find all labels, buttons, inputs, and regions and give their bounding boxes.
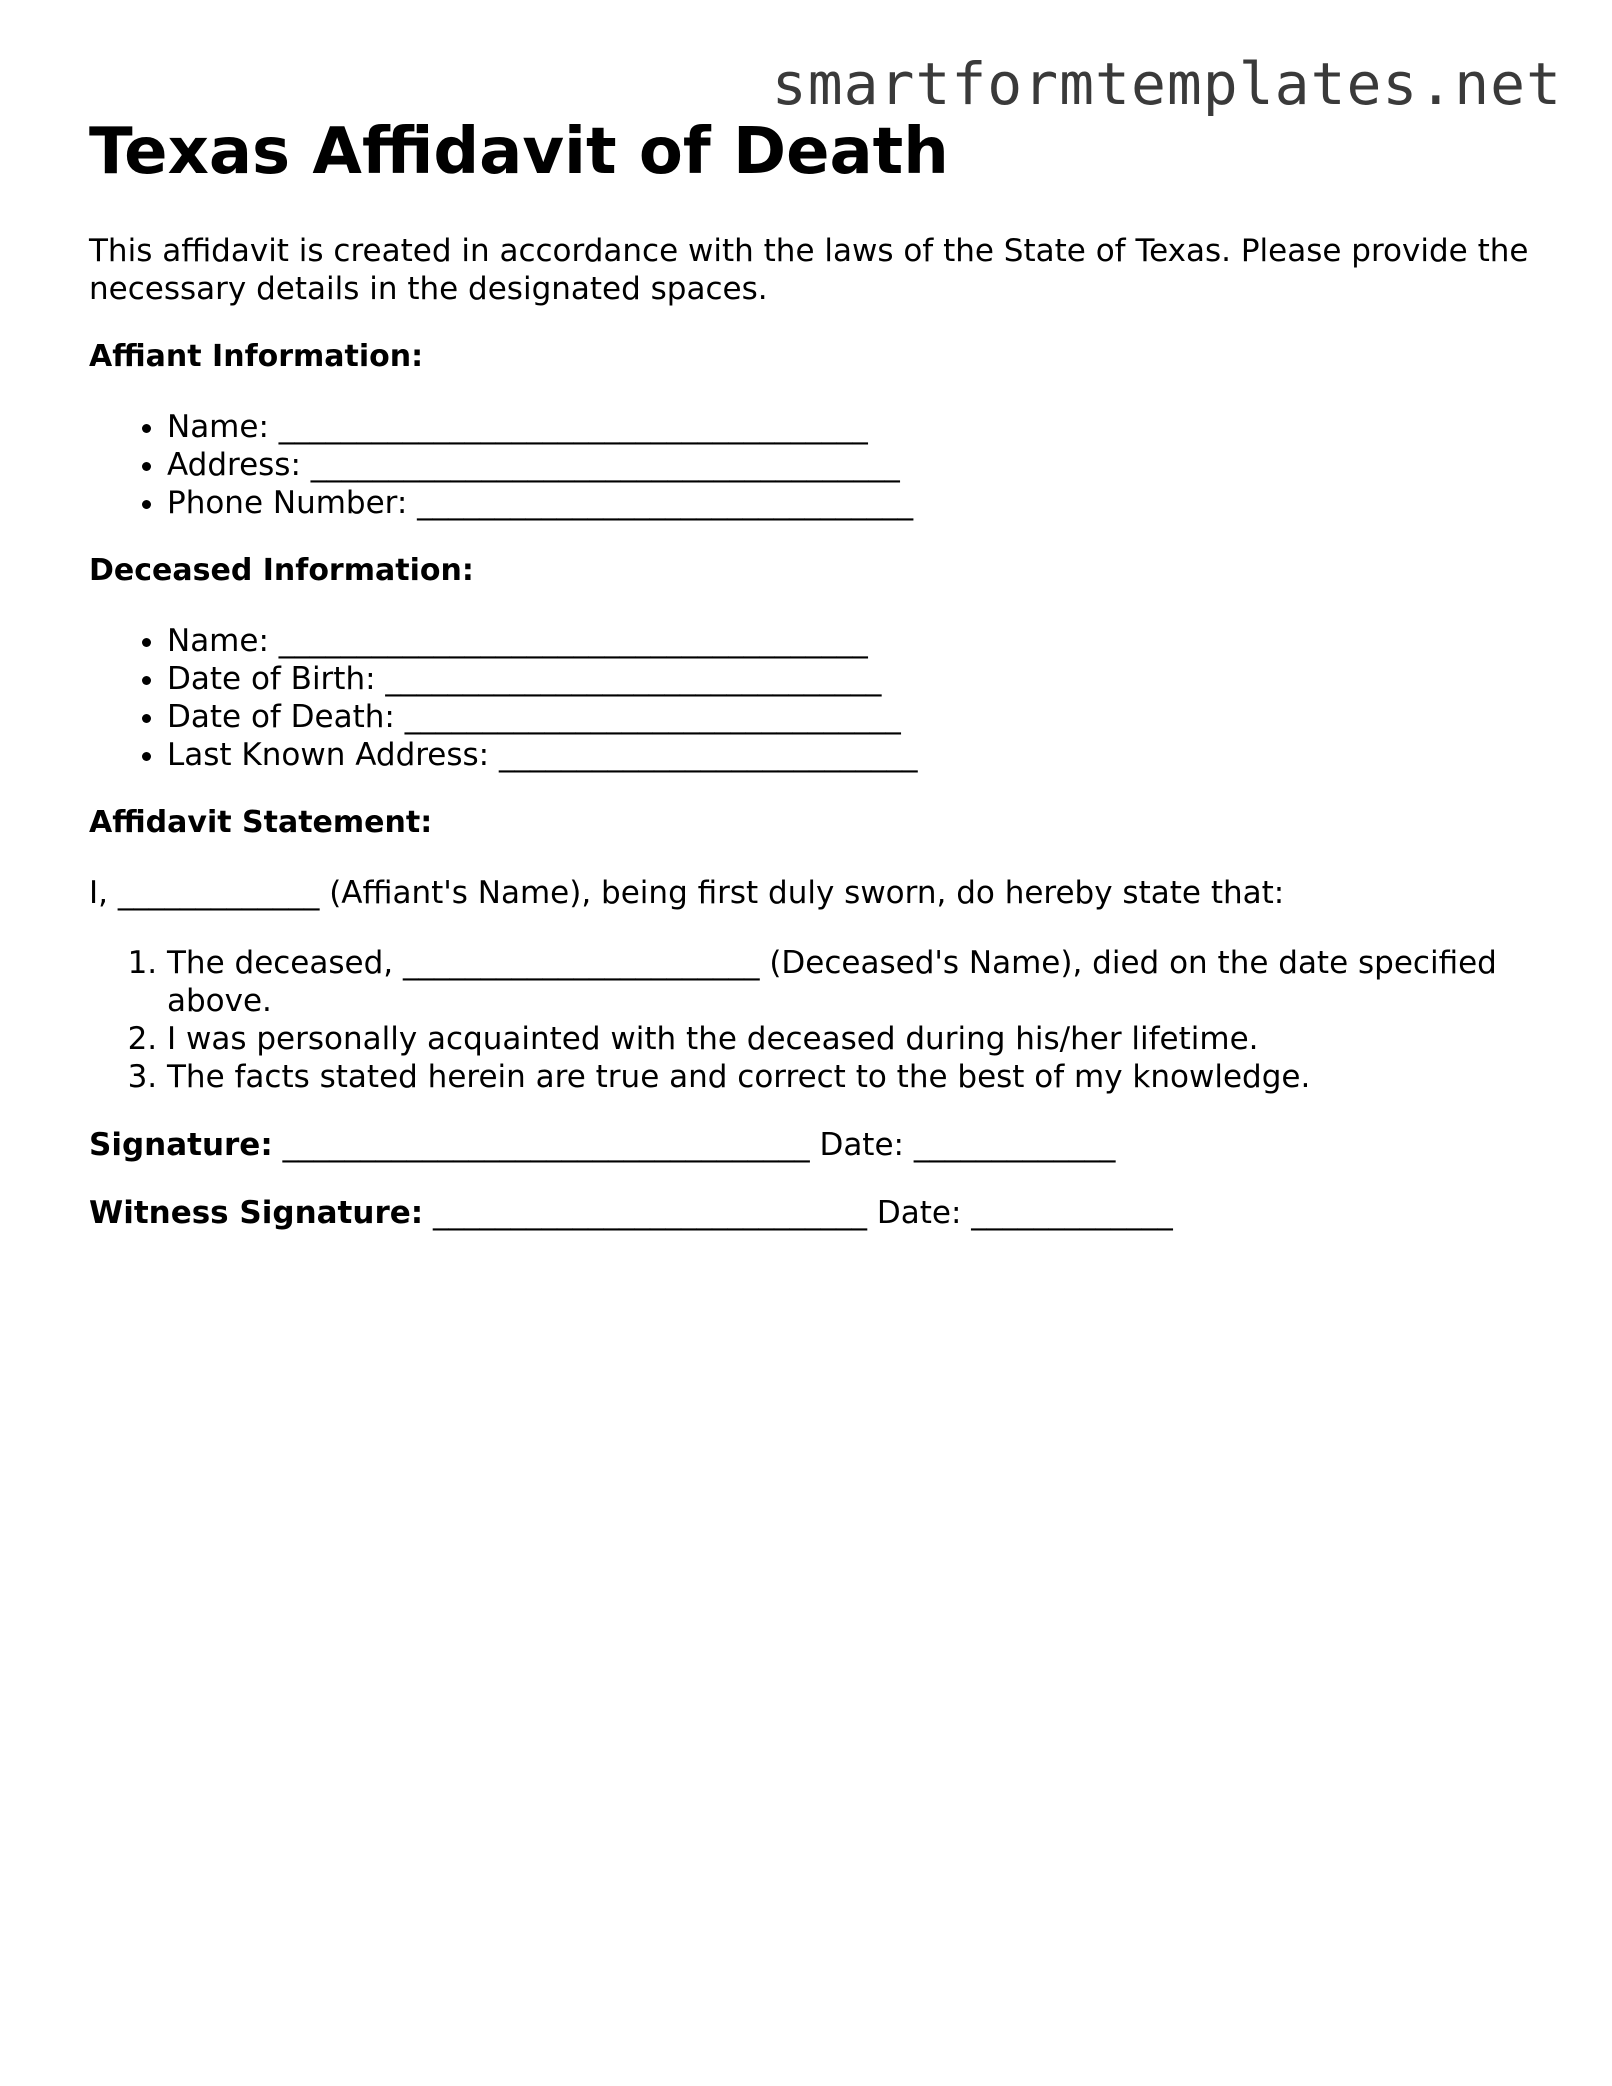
watermark: smartformtemplates.net xyxy=(771,50,1562,118)
intro-paragraph: This affidavit is created in accordance with the laws of the State of Texas. Please provide the necessary details in the designated spaces. xyxy=(89,233,1529,307)
statement-heading: Affidavit Statement: xyxy=(89,805,433,840)
deceased-heading: Deceased Information: xyxy=(89,553,474,588)
page-title: Texas Affidavit of Death xyxy=(89,115,949,189)
affiant-address-field[interactable]: • Address: ______________________________________ xyxy=(167,446,1529,484)
signature-label: Signature: xyxy=(89,1127,273,1163)
statement-item: 2. I was personally acquainted with the deceased during his/her lifetime. xyxy=(167,1020,1529,1058)
signature-row[interactable] xyxy=(89,1126,1529,1164)
statement-intro[interactable]: I, _____________ (Affiant's Name), being first duly sworn, do hereby state that: xyxy=(89,875,1285,911)
deceased-dob-field[interactable]: • Date of Birth: ________________________________ xyxy=(167,660,1529,698)
affiant-name-field[interactable]: • Name: ______________________________________ xyxy=(167,408,1529,446)
deceased-dod-field[interactable]: • Date of Death: ________________________________ xyxy=(167,698,1529,736)
witness-signature-label: Witness Signature: xyxy=(89,1195,424,1231)
witness-signature-row[interactable] xyxy=(89,1194,1529,1232)
signature-line[interactable]: __________________________________ Date: _____________ xyxy=(272,1127,1116,1163)
deceased-address-field[interactable]: • Last Known Address: ___________________________ xyxy=(167,736,1529,774)
statement-list xyxy=(89,944,1529,1096)
statement-item: 3. The facts stated herein are true and correct to the best of my knowledge. xyxy=(167,1058,1529,1096)
statement-item[interactable]: 1. The deceased, _______________________ (Deceased's Name), died on the date specified above. xyxy=(167,944,1529,1020)
affiant-heading: Affiant Information: xyxy=(89,339,424,374)
affiant-phone-field[interactable]: • Phone Number: ________________________________ xyxy=(167,484,1529,522)
deceased-name-field[interactable]: • Name: ______________________________________ xyxy=(167,622,1529,660)
deceased-list xyxy=(89,622,1529,774)
document-page xyxy=(89,112,1529,1232)
witness-signature-line[interactable]: ____________________________ Date: _____________ xyxy=(423,1195,1173,1231)
affiant-list xyxy=(89,408,1529,522)
